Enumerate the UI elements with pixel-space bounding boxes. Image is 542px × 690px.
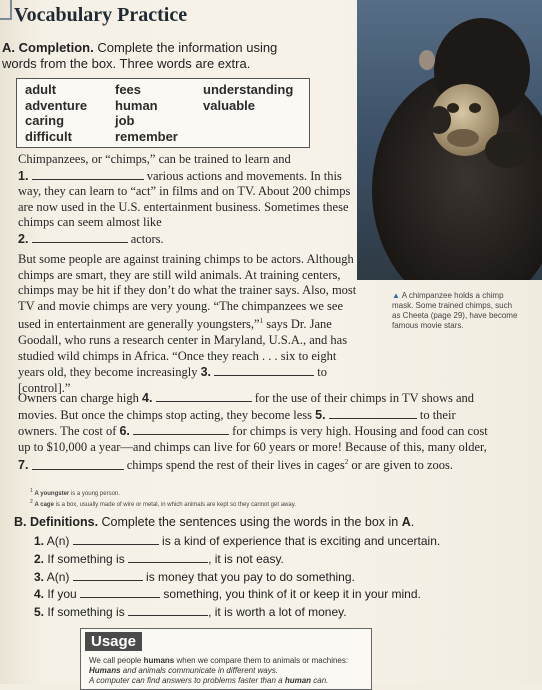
passage-text: says Dr. Jane Goodall, who runs a research center in Maryland, U.S.A., and has studied wild chimps in Africa. “Once they reach . . . six to eight years old, they become increasingly — [18, 317, 348, 380]
item-text: , it is not easy. — [208, 551, 284, 566]
answer-blank-5[interactable] — [329, 407, 417, 419]
item-number: 1. — [34, 534, 45, 548]
passage-text: to [control].” — [18, 365, 327, 395]
footnote-mark: 1 — [30, 488, 33, 494]
answer-blank-3[interactable] — [214, 364, 314, 376]
section-a-instructions — [2, 40, 302, 72]
answer-blank-1[interactable] — [32, 168, 144, 180]
word-box-word: understanding — [203, 82, 294, 97]
word-box — [16, 78, 310, 148]
item-text: If you — [47, 587, 77, 602]
item-number: 2. — [34, 551, 45, 566]
definition-blank-5[interactable] — [128, 604, 208, 616]
passage-text: various actions and movements. In this way, they can learn to “act” in films and on TV. About 200 chimps are now used in the U.S. entertainment business. Sometimes these chimps can seem almost like — [18, 168, 351, 230]
word-box-word: difficult — [25, 128, 72, 144]
item-text: A(n) — [46, 534, 70, 548]
usage-keyword: humans — [143, 656, 175, 665]
definition-blank-1[interactable] — [73, 533, 159, 545]
word-box-word: human — [115, 97, 158, 113]
photo-caption — [392, 291, 520, 331]
passage-text: actors. — [130, 231, 164, 246]
definition-blank-3[interactable] — [73, 569, 143, 581]
footnote-text: is a box, usually made of wire or metal, in which animals are kept so they cannot get away. — [55, 502, 296, 508]
item-text: is a kind of experience that is exciting and uncertain. — [162, 534, 441, 548]
usage-line-1 — [89, 656, 364, 666]
blank-number-4: 4. — [142, 391, 153, 405]
blank-number-3: 3. — [200, 365, 212, 380]
definition-item — [34, 533, 494, 551]
definition-item — [34, 604, 494, 622]
definition-blank-2[interactable] — [128, 551, 208, 563]
definitions-list — [34, 533, 494, 622]
definition-item — [34, 586, 494, 604]
item-text: A(n) — [46, 569, 70, 584]
definition-item — [34, 551, 494, 569]
footnote-term: A youngster — [34, 491, 70, 497]
passage-text: for chimps is very high. Housing and food can cost up to $10,000 a year—and chimps can live for 60 years or more! Because of this, many older, — [18, 424, 488, 454]
chimpanzee-illustration — [357, 0, 542, 280]
section-b-instructions: B. Definitions. Complete the sentences using the words in the box in A. — [14, 515, 415, 529]
word-box-column-2 — [115, 82, 178, 144]
word-box-word: caring — [25, 113, 65, 128]
passage-text: to their owners. The cost of — [18, 407, 456, 439]
item-number: 5. — [34, 605, 45, 620]
blank-number-2: 2. — [18, 231, 29, 246]
usage-text-part: We call people — [89, 656, 142, 665]
item-text: , it is worth a lot of money. — [208, 605, 347, 620]
word-box-column-3 — [203, 82, 293, 113]
usage-text-part: when we compare them to animals or machines: — [176, 656, 349, 665]
passage-paragraph-3 — [18, 390, 488, 474]
answer-blank-6[interactable] — [133, 423, 229, 435]
footnote-1 — [30, 487, 460, 498]
answer-blank-4[interactable] — [156, 390, 252, 402]
section-a-instruction: Complete the information using words from the box. Three words are extra. — [2, 40, 278, 71]
caption-text: A chimpanzee holds a chimp mask. Some trained chimps, such as Cheeta (page 29), have become famous movie stars. — [392, 291, 518, 330]
section-b-ref: A — [401, 515, 411, 529]
usage-line-2 — [89, 666, 364, 676]
blank-number-5: 5. — [315, 407, 326, 422]
blank-number-6: 6. — [119, 424, 130, 439]
passage-text: Chimpanzees, or “chimps,” can be trained to learn and — [18, 152, 291, 166]
footnote-mark-2: 2 — [344, 458, 349, 467]
section-a-letter: A. — [2, 40, 15, 55]
blank-number-7: 7. — [18, 458, 29, 473]
passage-text: Owners can charge high — [18, 391, 139, 405]
item-text: something, you think of it or keep it in your mind. — [163, 587, 421, 602]
answer-blank-7[interactable] — [32, 458, 124, 470]
item-number: 4. — [34, 587, 45, 602]
section-b-name: Definitions. — [29, 515, 99, 529]
section-a-name: Completion. — [18, 40, 94, 55]
chimpanzee-photo — [357, 0, 542, 280]
footnote-mark: 2 — [30, 499, 33, 505]
usage-text-part: and animals communicate in different ways. — [122, 666, 278, 675]
footnote-2 — [30, 498, 460, 509]
word-box-word: valuable — [203, 97, 256, 113]
word-box-word: adventure — [25, 97, 88, 113]
item-text: is money that you pay to do something. — [146, 569, 355, 584]
usage-keyword: Humans — [89, 666, 121, 675]
footnote-mark-1: 1 — [259, 317, 264, 326]
answer-blank-2[interactable] — [32, 231, 128, 243]
item-text: If something is — [47, 605, 125, 620]
usage-box — [80, 628, 372, 690]
definition-item — [34, 569, 494, 587]
usage-text-part: can. — [313, 676, 329, 685]
item-text: If something is — [47, 551, 125, 566]
usage-title: Usage — [85, 632, 142, 651]
usage-line-3 — [89, 676, 364, 686]
footnote-term: A cage — [34, 502, 54, 508]
passage-text: or are given to zoos. — [351, 458, 454, 473]
word-box-word: adult — [25, 82, 57, 97]
word-box-word: job — [115, 113, 135, 128]
section-b-letter: B. — [14, 515, 27, 529]
passage-paragraph-1 — [18, 152, 358, 248]
passage-paragraph-2 — [18, 252, 358, 397]
usage-text — [89, 656, 364, 686]
word-box-word: fees — [115, 82, 142, 97]
usage-text-part: A computer can find answers to problems faster than a — [89, 676, 283, 685]
blank-number-1: 1. — [18, 168, 29, 183]
item-number: 3. — [34, 569, 45, 584]
word-box-column-1 — [25, 82, 87, 144]
footnote-text: is a young person. — [70, 491, 120, 497]
footnotes — [30, 487, 460, 509]
usage-keyword: human — [284, 676, 312, 685]
word-box-word: remember — [115, 128, 178, 144]
passage-text: But some people are against training chimps to be actors. Although chimps are smart, they are still wild animals. At training centers, chimps may be hit if they don’t do what the trainer says. Also, most TV and movie chimps are very young. “The chimpanzees we see used in entertainment are generally youngsters,” — [18, 252, 357, 332]
definition-blank-4[interactable] — [80, 586, 160, 598]
passage-text: for the use of their chimps in TV shows and movies. But once the chimps stop acting, they become less — [18, 391, 475, 422]
passage-text: chimps spend the rest of their lives in cages — [126, 458, 345, 473]
page-title: Vocabulary Practice — [14, 4, 188, 26]
section-b-instruction: Complete the sentences using the words in the box in — [101, 515, 399, 529]
caption-triangle-icon: ▲ — [392, 291, 400, 300]
corner-marker — [0, 0, 12, 20]
